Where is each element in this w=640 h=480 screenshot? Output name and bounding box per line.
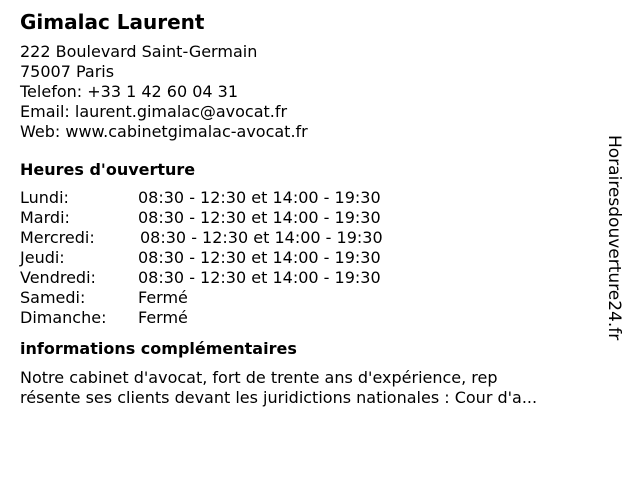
description-line: Notre cabinet d'avocat, fort de trente ans d'expérience, rep (20, 368, 498, 387)
hours-value: 08:30 - 12:30 et 14:00 - 19:30 (140, 228, 383, 247)
business-name: Gimalac Laurent (20, 10, 205, 34)
description-line: résente ses clients devant les juridictions nationales : Cour d'a... (20, 388, 538, 407)
hours-row-thursday (20, 248, 600, 268)
day-label: Mercredi: (20, 228, 95, 247)
hours-value: 08:30 - 12:30 et 14:00 - 19:30 (138, 248, 381, 267)
hours-value: 08:30 - 12:30 et 14:00 - 19:30 (138, 208, 381, 227)
info-heading: informations complémentaires (20, 339, 297, 358)
hours-value: 08:30 - 12:30 et 14:00 - 19:30 (138, 268, 381, 287)
hours-row-monday (20, 188, 600, 208)
info-description (20, 368, 600, 408)
website: Web: www.cabinetgimalac-avocat.fr (20, 122, 308, 141)
site-watermark: Horairesdouverture24.fr (604, 135, 624, 341)
hours-list (20, 188, 600, 328)
hours-row-tuesday (20, 208, 600, 228)
hours-row-saturday (20, 288, 600, 308)
phone-number: Telefon: +33 1 42 60 04 31 (20, 82, 239, 101)
address-street: 222 Boulevard Saint-Germain (20, 42, 258, 61)
hours-row-wednesday (20, 228, 600, 248)
hours-row-friday (20, 268, 600, 288)
business-card (20, 10, 600, 408)
day-label: Samedi: (20, 288, 86, 307)
day-label: Jeudi: (20, 248, 65, 267)
hours-value: Fermé (138, 308, 188, 327)
day-label: Lundi: (20, 188, 69, 207)
day-label: Mardi: (20, 208, 70, 227)
day-label: Dimanche: (20, 308, 107, 327)
address-city: 75007 Paris (20, 62, 115, 81)
hours-value: Fermé (138, 288, 188, 307)
hours-heading: Heures d'ouverture (20, 160, 196, 179)
hours-value: 08:30 - 12:30 et 14:00 - 19:30 (138, 188, 381, 207)
email-address: Email: laurent.gimalac@avocat.fr (20, 102, 288, 121)
hours-row-sunday (20, 308, 600, 328)
day-label: Vendredi: (20, 268, 96, 287)
